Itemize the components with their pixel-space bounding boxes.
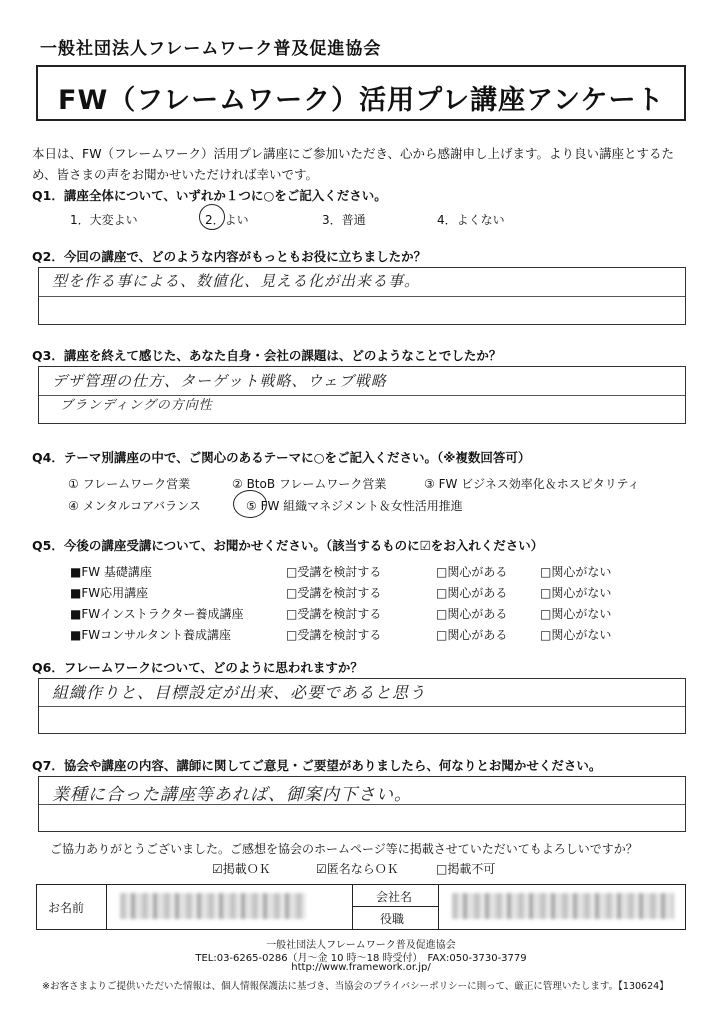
- name-redacted[interactable]: [120, 893, 306, 919]
- footer-org: 一般社団法人フレームワーク普及促進協会: [266, 940, 456, 951]
- q5-r2-consider-checkbox[interactable]: □受講を検討する: [286, 586, 382, 600]
- q2-answer-text: 型を作る事による、数値化、見える化が出来る事。: [52, 272, 421, 290]
- q7-label: Q7．協会や講座の内容、講師に関してご意見・ご要望がありましたら、何なりとお聞かせください。: [32, 758, 602, 773]
- q4-option-1[interactable]: ① フレームワーク営業: [68, 477, 191, 491]
- q5-label: Q5．今後の講座受講について、お聞かせください。（該当するものに☑をお入れください）: [32, 538, 544, 553]
- q3-answer-line1: デザ管理の仕方、ターゲット戦略、ウェブ戦略: [52, 372, 387, 390]
- q3-label: Q3．講座を終えて感じた、あなた自身・会社の課題は、どのようなことでしたか？: [32, 348, 502, 363]
- q5-r3-not-interested-checkbox[interactable]: □関心がない: [540, 607, 612, 621]
- q5-r1-consider-checkbox[interactable]: □受講を検討する: [286, 565, 382, 579]
- q6-label: Q6．フレームワークについて、どのように思われますか？: [32, 660, 363, 675]
- position-label: 役職: [380, 912, 405, 926]
- q5-r4-interested-checkbox[interactable]: □関心がある: [436, 628, 508, 642]
- q4-option-3[interactable]: ③ FW ビジネス効率化＆ホスピタリティ: [424, 477, 640, 491]
- divider: [352, 906, 438, 907]
- selected-circle-mark: [199, 204, 225, 230]
- q4-option-5[interactable]: ⑤ FW 組織マネジメント＆女性活用推進: [246, 499, 463, 513]
- consent-ok-checkbox[interactable]: ☑掲載ＯＫ: [212, 862, 271, 876]
- q5-r3-interested-checkbox[interactable]: □関心がある: [436, 607, 508, 621]
- q5-course-3: ■FWインストラクター養成講座: [70, 607, 244, 621]
- divider: [438, 884, 439, 930]
- q6-answer-text: 組織作りと、目標設定が出来、必要であると思う: [52, 683, 427, 702]
- q1-option-3[interactable]: 3．普通: [322, 213, 366, 227]
- consent-anonymous-checkbox[interactable]: ☑匿名ならＯＫ: [316, 862, 399, 876]
- privacy-note: ※お客さまよりご提供いただいた情報は、個人情報保護法に基づき、当協会のプライバシーポリシーに則って、厳正に管理いたします。【130624】: [42, 981, 669, 992]
- q3-answer-line2: ブランディングの方向性: [60, 398, 213, 413]
- q4-option-4[interactable]: ④ メンタルコアバランス: [68, 499, 201, 513]
- consent-question: ご協力ありがとうございました。ご感想を協会のホームページ等に掲載させていただいてもよろしいですか？: [50, 842, 638, 856]
- intro-text: 本日は、FW（フレームワーク）活用プレ講座にご参加いただき、心から感謝申し上げます。より良い講座とするため、皆さまの声をお聞かせいただければ幸いです。: [32, 146, 675, 182]
- divider: [352, 884, 353, 930]
- consent-no-checkbox[interactable]: □掲載不可: [436, 862, 496, 876]
- q4-label: Q4．テーマ別講座の中で、ご関心のあるテーマに○をご記入ください。（※複数回答可）: [32, 450, 531, 465]
- q5-r4-not-interested-checkbox[interactable]: □関心がない: [540, 628, 612, 642]
- survey-title: FW（フレームワーク）活用プレ講座アンケート: [58, 85, 665, 116]
- q5-course-1: ■FW 基礎講座: [70, 565, 152, 579]
- q5-course-4: ■FWコンサルタント養成講座: [70, 628, 232, 642]
- q5-r1-interested-checkbox[interactable]: □関心がある: [436, 565, 508, 579]
- company-redacted[interactable]: [452, 893, 674, 919]
- q1-option-2[interactable]: 2．よい: [205, 213, 249, 227]
- q1-option-1[interactable]: 1．大変よい: [70, 213, 138, 227]
- footer-url[interactable]: http://www.framework.or.jp/: [291, 962, 431, 973]
- name-label: お名前: [48, 901, 85, 915]
- selected-circle-mark: [233, 490, 267, 518]
- q1-option-4[interactable]: 4．よくない: [437, 213, 505, 227]
- q5-r4-consider-checkbox[interactable]: □受講を検討する: [286, 628, 382, 642]
- q1-label: Q1．講座全体について、いずれか１つに○をご記入ください。: [32, 188, 387, 203]
- q5-r1-not-interested-checkbox[interactable]: □関心がない: [540, 565, 612, 579]
- q5-course-2: ■FW応用講座: [70, 586, 149, 600]
- q5-r2-not-interested-checkbox[interactable]: □関心がない: [540, 586, 612, 600]
- organization-name: 一般社団法人フレームワーク普及促進協会: [40, 39, 382, 59]
- q5-r3-consider-checkbox[interactable]: □受講を検討する: [286, 607, 382, 621]
- company-label: 会社名: [376, 890, 413, 904]
- footer-contact: TEL:03-6265-0286（月〜金 10 時〜18 時受付） FAX:050-3730-3779: [195, 953, 527, 964]
- q7-answer-text: 業種に合った講座等あれば、御案内下さい。: [52, 785, 412, 805]
- q2-label: Q2．今回の講座で、どのような内容がもっともお役に立ちましたか？: [32, 249, 427, 264]
- divider: [106, 884, 107, 930]
- q4-option-2[interactable]: ② BtoB フレームワーク営業: [232, 477, 387, 491]
- q5-r2-interested-checkbox[interactable]: □関心がある: [436, 586, 508, 600]
